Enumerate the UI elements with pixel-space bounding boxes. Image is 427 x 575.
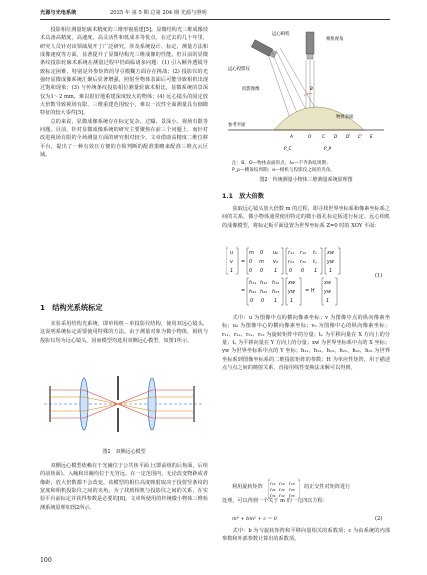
intro-paragraph-2: 总的来说，显微成像系统存在标定复杂、过曝、景深小、视场有限等问题。目前，针对显微成像系统的研究主要聚焦在前三个问题上，而针对改进视场有限的全场测量方面的研究相对较少。文章借助高精度二维位移平台，提出了一种有效且方便的自相判断的配准策略来配准三维点云区域。 [40,118,208,159]
svg-text:h₁₂: h₁₂ [260,280,268,286]
svg-text:yw: yw [327,259,335,265]
rotation-text-b: 处理，可以得到一个关于 m 的一元四次方程： [222,498,328,504]
svg-text:0: 0 [260,268,264,274]
svg-text:r₂₂: r₂₂ [300,259,307,265]
rotation-text-a: 利用旋转矩阵 [232,484,263,490]
issue-info: 2025 年 第 5 期 总第 204 期 光源与照明 [110,10,207,16]
formula-2-explanation-text: 式中：b 为与旋转矩阵和平移向量相关的系数项；c 为由系统的内部参数和外部参数计算出的系数项。 [222,528,390,543]
svg-text:0: 0 [249,268,253,274]
svg-text:h₂₂: h₂₂ [260,289,268,295]
svg-text:h₁₁: h₁₁ [249,280,257,286]
point-C2-label: C' [358,134,363,139]
svg-text:r₁₂: r₁₂ [279,482,285,487]
point-D-label: D [334,134,338,139]
section-1-1-paragraph: 获取远心镜头放大倍数 m 的过程，即寻找世界坐标系和像素坐标系之间的关系，微小物体通常使用特定的微小圆孔标定板进行标定。远心相机的成像模型，将标定板平面设置为世界坐标系 Z=0 时的 XOY 平面： [222,206,390,229]
svg-text:xw: xw [327,250,335,256]
svg-text:r₁₁: r₁₁ [288,250,295,256]
svg-text:yw: yw [288,289,296,295]
left-intro [40,26,208,160]
projector-icon [251,40,277,59]
after-figure-paragraph: 双侧远心模型依赖在于光阑位于公共焦平面上(即前组的后焦面，后组的前焦面)。入瞳和出瞳均位于无穷远。在一定范围内，无论改变物距或者像距，放大倍数都不会改变。该模型的相位高度映射取决于投射竖条纹的宽度和相机投影仪之间的夹角。为了找到相机与投影仪之间的关系，在实验平台前标定并获得参数是必要的[8]。文章所使用的传统微小物体三维检测系统原理如图2所示。 [40,463,208,511]
svg-text:0: 0 [249,259,253,265]
svg-text:r₂₂: r₂₂ [279,488,285,493]
svg-text:=: = [241,288,246,294]
svg-text:=: = [241,259,246,265]
figure-1-telecentric-diagram [44,364,204,444]
svg-text:yw: yw [324,289,332,295]
projector-label: 远心投影仪 [228,67,250,72]
page-header [40,9,390,20]
rotation-matrix-line [222,479,390,505]
object-surface-label: 物体表面 [336,115,354,120]
svg-text:1: 1 [314,268,318,274]
equation-1-number: (1) [375,273,383,279]
svg-text:0: 0 [260,250,264,256]
point-E-label: E [370,134,373,139]
camera-icon [306,32,314,59]
equation-2: m⁴ + bm² + c = 0 [232,516,277,522]
svg-text:v: v [230,259,233,265]
formula-1-explanation [222,314,390,372]
rotation-matrix-inline [268,479,300,499]
svg-text:xw: xw [288,280,296,286]
svg-text:r₃₂: r₃₂ [279,494,285,499]
figure-2-caption: 图2 传统测量小物体三维测量系统原理图 [259,177,353,183]
pc-label: P_C [284,146,292,151]
svg-text:= H: = H [305,288,315,294]
svg-text:h₂₃: h₂₃ [272,289,280,295]
section-1-body [40,320,208,345]
point-D2-label: D' [346,134,351,139]
equation-1-matrix [226,245,376,311]
svg-text:r₂₁: r₂₁ [270,488,276,493]
svg-text:m: m [259,259,264,265]
svg-text:1: 1 [274,268,278,274]
camera-label: 远心相机 [272,32,290,37]
svg-text:0: 0 [250,298,254,304]
section-1-1-body [222,205,390,230]
svg-text:u₀: u₀ [273,250,279,256]
point-O-label: O [308,134,312,139]
figure-2-legend-line-1: 注：B、O—物体表面的点；λ₀—不齐条纹周期； [232,161,331,166]
svg-text:h₁₃: h₁₃ [272,280,280,286]
camera-axis-label: 相机视角 [326,37,344,42]
svg-text:1: 1 [230,268,234,274]
svg-text:1: 1 [290,298,294,304]
svg-text:r₁₃: r₁₃ [289,482,295,487]
svg-text:r₃₃: r₃₃ [289,494,295,499]
svg-text:tₓ: tₓ [313,250,318,256]
svg-text:r₁₂: r₁₂ [300,250,307,256]
svg-text:0: 0 [261,298,265,304]
svg-text:m: m [249,250,254,256]
projection-plane-label: 投影图像 [242,87,260,92]
svg-text:1: 1 [274,298,278,304]
formula-2-explanation [222,527,390,544]
section-1-1-title: 1.1 放大倍数 [222,193,264,200]
svg-text:h₂₁: h₂₁ [249,289,257,295]
reference-plane-label: 参考平面 [228,123,246,128]
section-1-title: 1 结构光系统标定 [40,303,103,312]
after-figure-body [40,462,208,512]
intro-paragraph-1: 投影相位测量轮廓术精度的三维形貌重建[5]。显微结构光三维成像技术具备高精度、高速度、高灵活性和低成本等优点。在过去的几十年里，研究人员针对该领域展开了广泛研究，涉及系统设计、标定、测量方法和成像速度等方面，显著提升了显微结构光三维成像的性能。但目前的显微条纹投影轮廓术系统在测量过程中仍面临诸多问题：(1) 引入额外透镜导致标定困难，特别是外参矩阵的导引模糊方面存在挑战；(2) 投影仪的光强经显微成像系统汇聚后显著增强，照射至物体表面后可能导致相机出现过饱和现象；(3) 与传统条纹投影相位测量轮廓术相比，显微系统的景深仅为1～2 mm，难以很好地重建深度较大的物体；(4) 远心镜头的固定放大倍数导致视场有限，三维重建范围较小，难以一次性全面测量具有细微特征的较大零件[5]。 [40,27,208,117]
svg-text:r₂₁: r₂₁ [288,259,295,265]
svg-text:tᵧ: tᵧ [313,259,317,265]
point-B-label: B [310,86,313,91]
page-number: 100 [40,557,52,564]
journal-name: 光源与光电系统 [40,10,77,16]
svg-text:0: 0 [301,268,305,274]
svg-text:0: 0 [289,268,293,274]
section-1-paragraph: 实验采用结构光系统，即单相机－单投影仪结构，使用双远心镜头，这说明系统标定需要使用特殊的方法。由于测量对象为微小物体，相机与投影仪均为远心镜头，因而模型均选用双侧远心模型，如图1所示。 [40,321,208,344]
svg-text:u: u [230,250,234,256]
point-A-label: A [290,134,293,139]
formula-1-explanation-text: 式中：u 为图像中点的横向像素坐标；v 为图像中点的纵向像素坐标；u₀ 为图像中心的横向像素坐标；v₀ 为图像中心的纵向像素坐标；r₁₁、r₁₂、r₂₁、r₂₂ 为旋转矩阵中的分量；tₓ 为平移向量在 X 方向上的分量；tᵧ 为平移向量在 Y 方向上的分量；xw 为世界坐标系中点的 X 坐标；yw 为世界坐标系中点的 Y 坐标；h₁₁、h₁₂、h₁₃、h₂₁、h₂₂、h₂₃ 为世界坐标系到图像坐标系的二维投影矩阵的参数；H 为单应性矩阵，用于描述点与点之间的映射关系，直接用线性变换法求解可以得到。 [222,315,390,372]
svg-text:v₀: v₀ [273,259,278,265]
rotation-text-b-first: 的正交性对矩阵进行 [304,484,351,490]
figure-2-system-diagram [224,26,390,158]
figure-2-legend-line-2: P_p—横条纹周期；α—相机与投影仪之间的夹角。 [232,168,335,173]
figure-2-legend [232,160,382,174]
svg-text:1: 1 [329,268,333,274]
pp-label: P_P [324,146,332,151]
svg-text:r₂₃: r₂₃ [289,488,295,493]
point-C-label: C [322,134,325,139]
figure-1-caption: 图1 双侧远心模型 [102,449,146,455]
equation-2-number: (2) [375,516,383,522]
svg-text:1: 1 [326,298,330,304]
svg-text:r₁₁: r₁₁ [270,482,276,487]
header-rule [40,19,390,20]
svg-text:xw: xw [324,280,332,286]
svg-text:r₃₁: r₃₁ [270,494,276,499]
